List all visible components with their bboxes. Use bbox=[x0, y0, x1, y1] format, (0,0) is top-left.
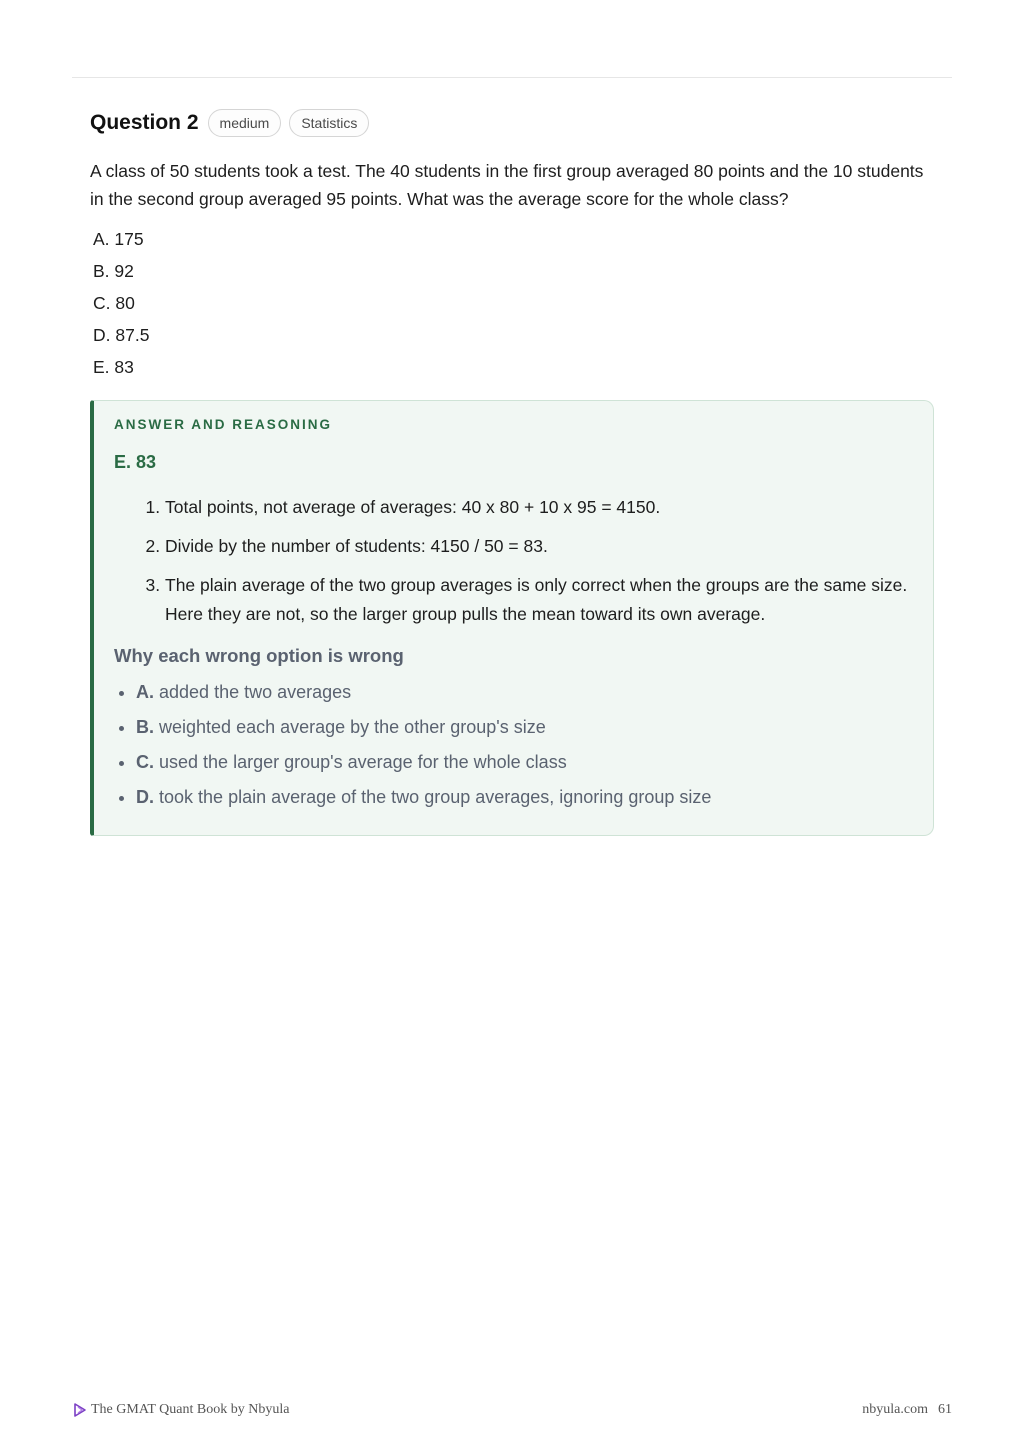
top-divider bbox=[72, 77, 952, 78]
book-title: The GMAT Quant Book by Nbyula bbox=[91, 1402, 290, 1417]
page-number: 61 bbox=[938, 1402, 952, 1417]
footer-brand bbox=[72, 1402, 289, 1418]
option-a: A. 175 bbox=[93, 229, 144, 249]
reasoning-step: 3. The plain average of the two group averages is only correct when the groups are the same size. Here they are not, so the larger group pulls the mean toward its own average. bbox=[165, 571, 913, 629]
wrong-option-b bbox=[136, 710, 913, 745]
topic-tag: Statistics bbox=[289, 109, 369, 137]
option-c: C. 80 bbox=[93, 293, 135, 313]
wrong-option-text: weighted each average by the other group's size bbox=[159, 717, 546, 737]
footer-meta bbox=[862, 1402, 952, 1418]
option-b: B. 92 bbox=[93, 261, 134, 281]
wrong-option-text: added the two averages bbox=[159, 682, 352, 702]
nbyula-logo-icon bbox=[72, 1402, 88, 1418]
reasoning-step: 1. Total points, not average of averages: 40 x 80 + 10 x 95 = 4150. bbox=[165, 493, 913, 522]
question-header bbox=[90, 105, 934, 141]
correct-answer: E. 83 bbox=[114, 452, 157, 472]
question-block bbox=[90, 105, 934, 836]
wrong-option-text: used the larger group's average for the whole class bbox=[159, 752, 567, 772]
wrong-option-letter: C. bbox=[136, 752, 154, 772]
answer-reasoning-box bbox=[90, 400, 934, 836]
page-footer bbox=[72, 1402, 952, 1422]
site-link[interactable]: nbyula.com bbox=[862, 1402, 928, 1417]
difficulty-tag: medium bbox=[208, 109, 282, 137]
wrong-options-list bbox=[114, 675, 913, 815]
question-stem: A class of 50 students took a test. The 40 students in the first group averaged 80 points and the 10 students in the second group averaged 95 points. What was the average score for the whole class? bbox=[90, 161, 924, 209]
wrong-option-c bbox=[136, 745, 913, 780]
wrong-option-d bbox=[136, 780, 913, 815]
wrong-option-a bbox=[136, 675, 913, 710]
reasoning-steps bbox=[114, 493, 913, 629]
answer-options bbox=[90, 223, 934, 383]
wrong-option-letter: D. bbox=[136, 787, 154, 807]
answer-section-label: ANSWER AND REASONING bbox=[114, 417, 333, 432]
question-title: Question 2 bbox=[90, 111, 199, 134]
wrong-options-heading: Why each wrong option is wrong bbox=[114, 645, 404, 666]
wrong-option-text: took the plain average of the two group averages, ignoring group size bbox=[159, 787, 712, 807]
option-e: E. 83 bbox=[93, 357, 134, 377]
wrong-option-letter: B. bbox=[136, 717, 154, 737]
wrong-option-letter: A. bbox=[136, 682, 154, 702]
reasoning-step: 2. Divide by the number of students: 4150 / 50 = 83. bbox=[165, 532, 913, 561]
option-d: D. 87.5 bbox=[93, 325, 150, 345]
